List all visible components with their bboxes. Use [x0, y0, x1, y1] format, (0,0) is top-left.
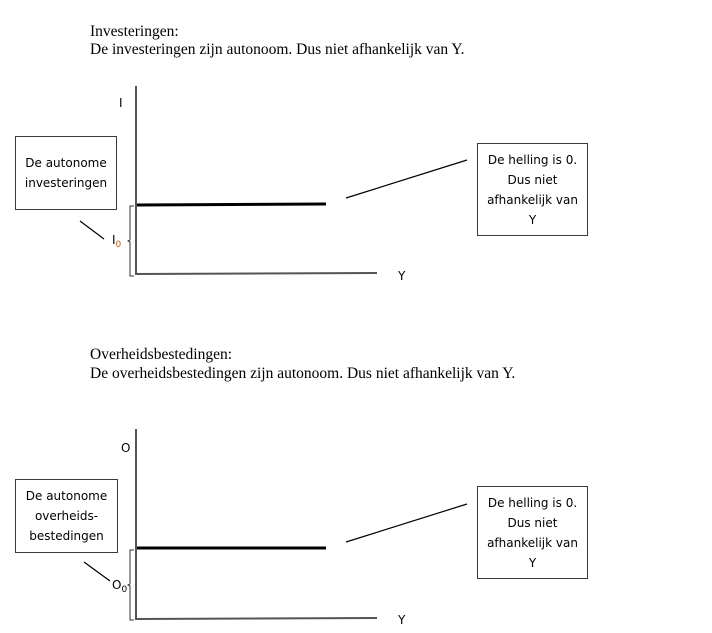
investments-left-callout — [15, 136, 117, 210]
investments-x-axis-label: Y — [398, 269, 406, 283]
callout-line: De autonome — [25, 156, 107, 170]
government-brace — [128, 550, 134, 620]
callout-line: afhankelijk van — [487, 192, 578, 207]
investments-y-axis-label: I — [119, 96, 123, 110]
callout-line: investeringen — [24, 176, 108, 190]
investments-chart — [80, 86, 467, 276]
investments-left-leader — [80, 221, 104, 239]
government-right-callout — [477, 486, 588, 579]
callout-line: overheids- — [34, 509, 99, 523]
government-right-leader — [346, 504, 467, 542]
callout-line: afhankelijk van — [487, 535, 578, 550]
government-x-axis-label: Y — [398, 613, 406, 627]
investments-level-line — [137, 204, 326, 205]
government-x-axis — [136, 618, 377, 619]
investments-level-label-main: I — [112, 233, 116, 247]
government-heading: Overheidsbestedingen: — [90, 346, 233, 363]
investments-level-label-sub: 0 — [115, 240, 122, 250]
callout-line: De helling is 0. — [487, 152, 578, 167]
government-left-callout — [15, 479, 118, 553]
callout-line: Y — [528, 212, 537, 227]
government-level-label-sub: 0 — [121, 585, 128, 595]
government-description: De overheidsbestedingen zijn autonoom. Dus niet afhankelijk van Y. — [90, 365, 516, 382]
callout-line: bestedingen — [29, 529, 104, 543]
investments-right-leader — [346, 160, 467, 198]
government-chart — [84, 429, 467, 620]
government-left-leader — [84, 562, 110, 581]
investments-heading: Investeringen: — [90, 23, 179, 40]
callout-line: De autonome — [25, 489, 108, 503]
investments-x-axis — [136, 273, 377, 274]
callout-line: De helling is 0. — [487, 495, 578, 510]
callout-line: Dus niet — [507, 172, 558, 187]
callout-line: Y — [528, 555, 537, 570]
investments-brace — [128, 206, 134, 276]
government-y-axis-label: O — [121, 441, 131, 455]
government-level-label-main: O — [112, 578, 122, 592]
callout-line: Dus niet — [507, 515, 558, 530]
government-level-label — [112, 578, 128, 595]
investments-description: De investeringen zijn autonoom. Dus niet afhankelijk van Y. — [90, 41, 465, 58]
investments-level-label — [112, 233, 122, 250]
investments-right-callout — [477, 143, 588, 236]
